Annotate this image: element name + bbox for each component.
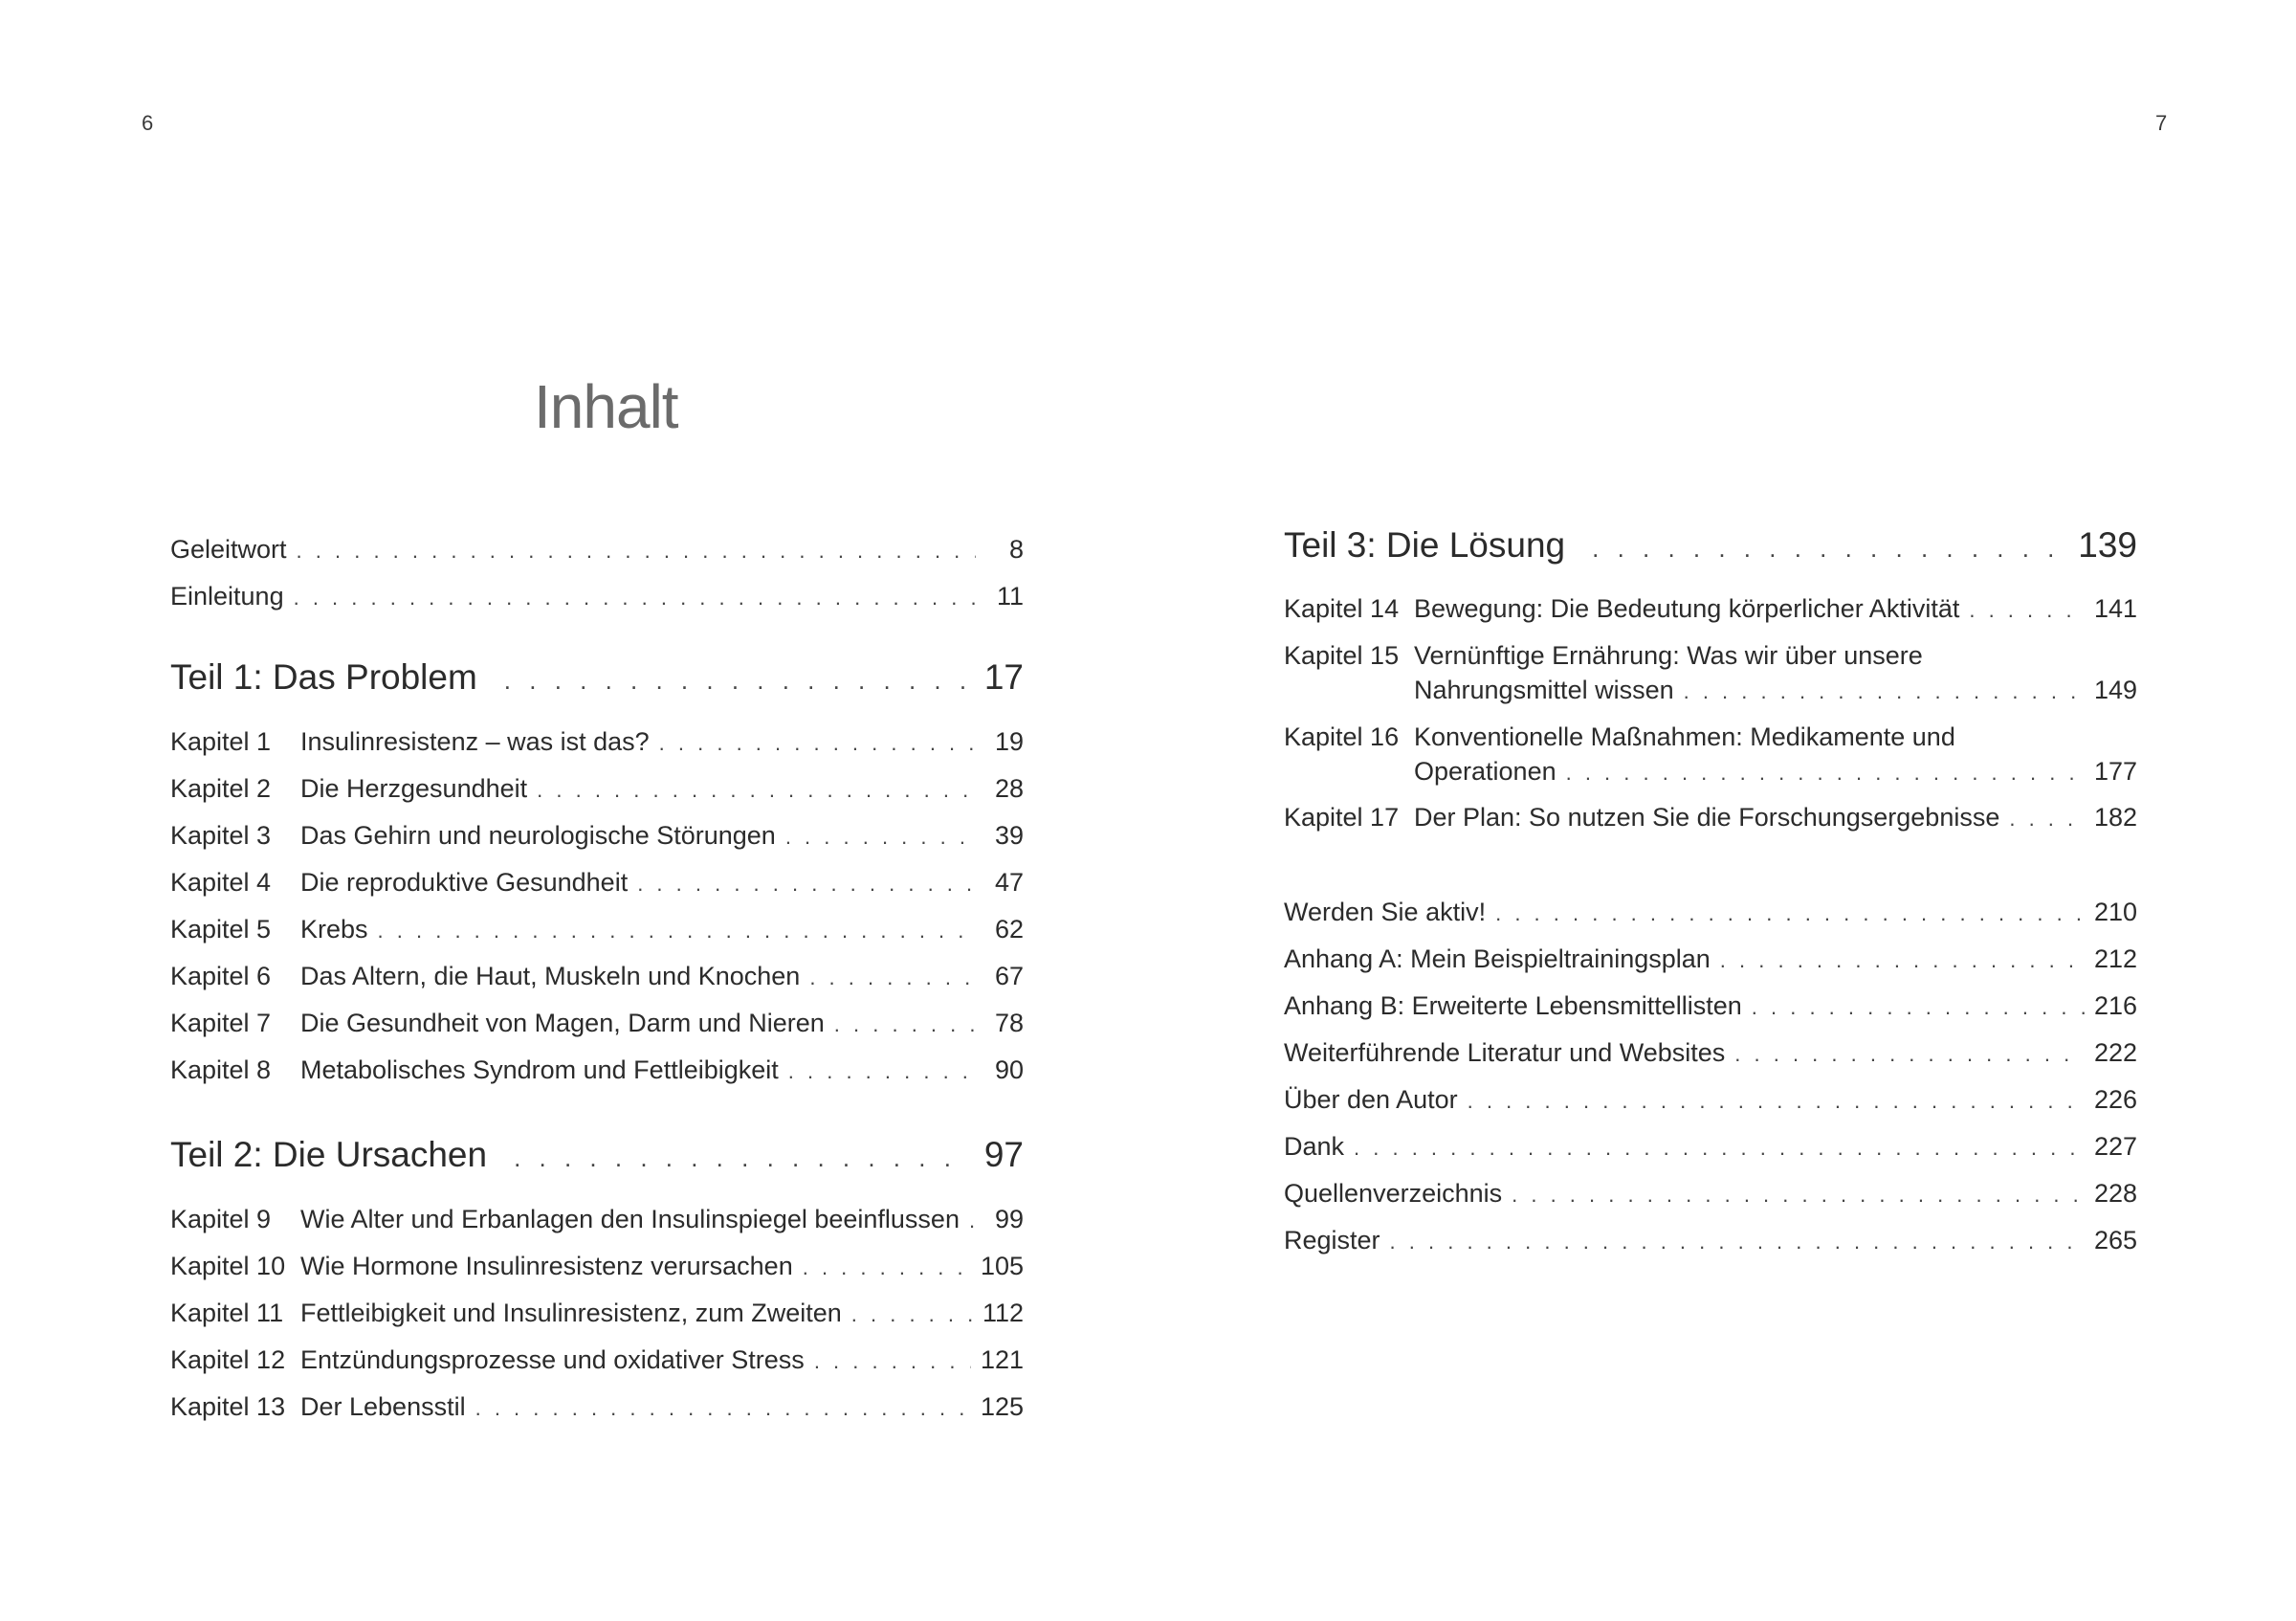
entry-title: Über den Autor xyxy=(1284,1085,1458,1114)
entry-page: 212 xyxy=(2093,944,2137,973)
leader-dots xyxy=(803,1251,971,1285)
chapter-label: Kapitel 15 xyxy=(1284,641,1400,670)
chapter-title: Insulinresistenz – was ist das? xyxy=(300,727,650,756)
leader-dots xyxy=(1390,1225,2085,1259)
page-number-left: 6 xyxy=(142,111,154,135)
part-title: Teil 2: Die Ursachen xyxy=(170,1135,488,1174)
part-title: Teil 3: Die Lösung xyxy=(1284,525,1566,565)
entry-page: 216 xyxy=(2093,991,2137,1020)
chapter-page: 105 xyxy=(980,1252,1024,1280)
chapter-label: Kapitel 6 xyxy=(170,962,272,990)
leader-dots xyxy=(788,1055,976,1089)
leader-dots xyxy=(1468,1084,2085,1119)
leader-dots xyxy=(504,659,971,701)
entry-title: Anhang A: Mein Beispieltrainingsplan xyxy=(1284,944,1711,973)
chapter-title: Das Altern, die Haut, Muskeln und Knochen xyxy=(300,962,801,990)
chapter-page: 90 xyxy=(994,1055,1024,1084)
chapter-title-line1: Konventionelle Maßnahmen: Medikamente und xyxy=(1414,722,1955,751)
chapter-page: 78 xyxy=(994,1009,1024,1037)
leader-dots xyxy=(1734,1037,2085,1072)
leader-dots xyxy=(1969,593,2085,628)
leader-dots xyxy=(659,726,976,761)
toc-entry-quellenverzeichnis[interactable] xyxy=(1284,1176,2137,1212)
toc-entry-literatur[interactable] xyxy=(1284,1035,2137,1072)
entry-page: 226 xyxy=(2093,1085,2137,1114)
leader-dots xyxy=(637,867,976,901)
chapter-page: 125 xyxy=(980,1392,1024,1421)
chapter-label: Kapitel 8 xyxy=(170,1055,272,1084)
leader-dots xyxy=(834,1008,976,1042)
chapter-title-line2: Operationen xyxy=(1414,757,1556,786)
chapter-page: 112 xyxy=(982,1299,1024,1327)
toc-chapter-6[interactable] xyxy=(170,959,1024,995)
chapter-title: Die reproduktive Gesundheit xyxy=(300,868,629,897)
chapter-title: Fettleibigkeit und Insulinresistenz, zum Zweiten xyxy=(300,1299,842,1327)
chapter-label: Kapitel 5 xyxy=(170,915,272,944)
chapter-label: Kapitel 11 xyxy=(170,1299,284,1327)
chapter-title: Entzündungsprozesse und oxidativer Stress xyxy=(300,1345,805,1374)
part-page: 17 xyxy=(983,657,1024,697)
chapter-page: 99 xyxy=(994,1205,1024,1233)
toc-chapter-8[interactable] xyxy=(170,1053,1024,1089)
toc-title: Inhalt xyxy=(534,372,678,441)
chapter-label: Kapitel 4 xyxy=(170,868,272,897)
entry-title: Geleitwort xyxy=(170,535,287,564)
chapter-label: Kapitel 13 xyxy=(170,1392,286,1421)
entry-page: 227 xyxy=(2093,1132,2137,1161)
part-title: Teil 1: Das Problem xyxy=(170,657,477,697)
leader-dots xyxy=(969,1204,976,1238)
entry-title: Weiterführende Literatur und Websites xyxy=(1284,1038,1726,1067)
chapter-page: 47 xyxy=(994,868,1024,897)
leader-dots xyxy=(785,820,976,855)
toc-chapter-12[interactable] xyxy=(170,1343,1024,1379)
leader-dots xyxy=(2009,802,2085,836)
chapter-page: 149 xyxy=(2093,676,2137,704)
entry-page: 228 xyxy=(2093,1179,2137,1208)
leader-dots xyxy=(1720,944,2085,978)
chapter-page: 28 xyxy=(994,774,1024,803)
entry-page: 210 xyxy=(2093,898,2137,926)
chapter-label: Kapitel 3 xyxy=(170,821,272,850)
toc-chapter-14[interactable] xyxy=(1284,591,2137,628)
chapter-page: 141 xyxy=(2093,594,2137,623)
leader-dots xyxy=(809,961,976,995)
toc-entry-dank[interactable] xyxy=(1284,1129,2137,1166)
toc-entry-geleitwort[interactable] xyxy=(170,532,1024,568)
toc-entry-werden-sie-aktiv[interactable] xyxy=(1284,895,2137,931)
chapter-title: Metabolisches Syndrom und Fettleibigkeit xyxy=(300,1055,779,1084)
toc-chapter-1[interactable] xyxy=(170,724,1024,761)
toc-entry-anhang-b[interactable] xyxy=(1284,988,2137,1025)
chapter-page: 67 xyxy=(994,962,1024,990)
chapter-title: Krebs xyxy=(300,915,368,944)
toc-chapter-16[interactable] xyxy=(1284,720,2137,790)
chapter-title: Wie Hormone Insulinresistenz verursachen xyxy=(300,1252,793,1280)
chapter-page: 182 xyxy=(2093,803,2137,832)
page-number-right: 7 xyxy=(2155,111,2168,135)
leader-dots xyxy=(814,1344,971,1379)
chapter-title: Bewegung: Die Bedeutung körperlicher Aktivität xyxy=(1414,594,1960,623)
leader-dots xyxy=(1592,527,2064,569)
chapter-label: Kapitel 16 xyxy=(1284,722,1400,751)
chapter-page: 19 xyxy=(994,727,1024,756)
leader-dots xyxy=(475,1391,971,1426)
toc-entry-ueber-den-autor[interactable] xyxy=(1284,1082,2137,1119)
toc-entry-anhang-a[interactable] xyxy=(1284,942,2137,978)
chapter-title: Der Plan: So nutzen Sie die Forschungsergebnisse xyxy=(1414,803,2000,832)
leader-dots xyxy=(297,534,976,568)
leader-dots xyxy=(1566,756,2085,790)
toc-chapter-4[interactable] xyxy=(170,865,1024,901)
toc-chapter-13[interactable] xyxy=(170,1389,1024,1426)
entry-page: 11 xyxy=(996,582,1024,611)
toc-chapter-7[interactable] xyxy=(170,1006,1024,1042)
chapter-label: Kapitel 14 xyxy=(1284,594,1400,623)
toc-chapter-10[interactable] xyxy=(170,1249,1024,1285)
chapter-title-line1: Vernünftige Ernährung: Was wir über unsere xyxy=(1414,641,1923,670)
entry-page: 222 xyxy=(2093,1038,2137,1067)
entry-title: Anhang B: Erweiterte Lebensmittellisten xyxy=(1284,991,1742,1020)
part-page: 97 xyxy=(983,1135,1024,1174)
chapter-title: Das Gehirn und neurologische Störungen xyxy=(300,821,776,850)
chapter-title: Wie Alter und Erbanlagen den Insulinspiegel beeinflussen xyxy=(300,1205,960,1233)
leader-dots xyxy=(378,914,976,948)
toc-chapter-3[interactable] xyxy=(170,818,1024,855)
chapter-page: 62 xyxy=(994,915,1024,944)
toc-chapter-15[interactable] xyxy=(1284,638,2137,709)
entry-page: 265 xyxy=(2093,1226,2137,1255)
leader-dots xyxy=(1684,675,2085,709)
leader-dots xyxy=(1495,897,2085,931)
entry-title: Quellenverzeichnis xyxy=(1284,1179,1503,1208)
entry-title: Einleitung xyxy=(170,582,284,611)
toc-chapter-17[interactable] xyxy=(1284,800,2137,836)
chapter-page: 177 xyxy=(2093,757,2137,786)
chapter-label: Kapitel 2 xyxy=(170,774,272,803)
toc-chapter-5[interactable] xyxy=(170,912,1024,948)
chapter-title: Die Gesundheit von Magen, Darm und Nieren xyxy=(300,1009,825,1037)
leader-dots xyxy=(514,1137,971,1179)
chapter-title: Die Herzgesundheit xyxy=(300,774,528,803)
entry-title: Werden Sie aktiv! xyxy=(1284,898,1487,926)
chapter-page: 121 xyxy=(980,1345,1024,1374)
entry-page: 8 xyxy=(1008,535,1024,564)
toc-chapter-2[interactable] xyxy=(170,771,1024,808)
chapter-label: Kapitel 1 xyxy=(170,727,272,756)
chapter-label: Kapitel 12 xyxy=(170,1345,286,1374)
leader-dots xyxy=(294,581,976,615)
part-page: 139 xyxy=(2078,525,2137,565)
leader-dots xyxy=(537,773,976,808)
chapter-label: Kapitel 17 xyxy=(1284,803,1400,832)
toc-part-1[interactable] xyxy=(170,656,1024,701)
leader-dots xyxy=(851,1298,973,1332)
toc-chapter-11[interactable] xyxy=(170,1296,1024,1332)
chapter-label: Kapitel 9 xyxy=(170,1205,272,1233)
toc-entry-register[interactable] xyxy=(1284,1223,2137,1259)
chapter-page: 39 xyxy=(994,821,1024,850)
leader-dots xyxy=(1752,990,2085,1025)
toc-chapter-9[interactable] xyxy=(170,1202,1024,1238)
chapter-label: Kapitel 7 xyxy=(170,1009,272,1037)
entry-title: Dank xyxy=(1284,1132,1345,1161)
entry-title: Register xyxy=(1284,1226,1380,1255)
chapter-title: Der Lebensstil xyxy=(300,1392,466,1421)
leader-dots xyxy=(1512,1178,2085,1212)
toc-part-2[interactable] xyxy=(170,1134,1024,1179)
chapter-label: Kapitel 10 xyxy=(170,1252,286,1280)
chapter-title-line2: Nahrungsmittel wissen xyxy=(1414,676,1674,704)
toc-part-3[interactable] xyxy=(1284,524,2137,569)
toc-entry-einleitung[interactable] xyxy=(170,579,1024,615)
leader-dots xyxy=(1354,1131,2085,1166)
